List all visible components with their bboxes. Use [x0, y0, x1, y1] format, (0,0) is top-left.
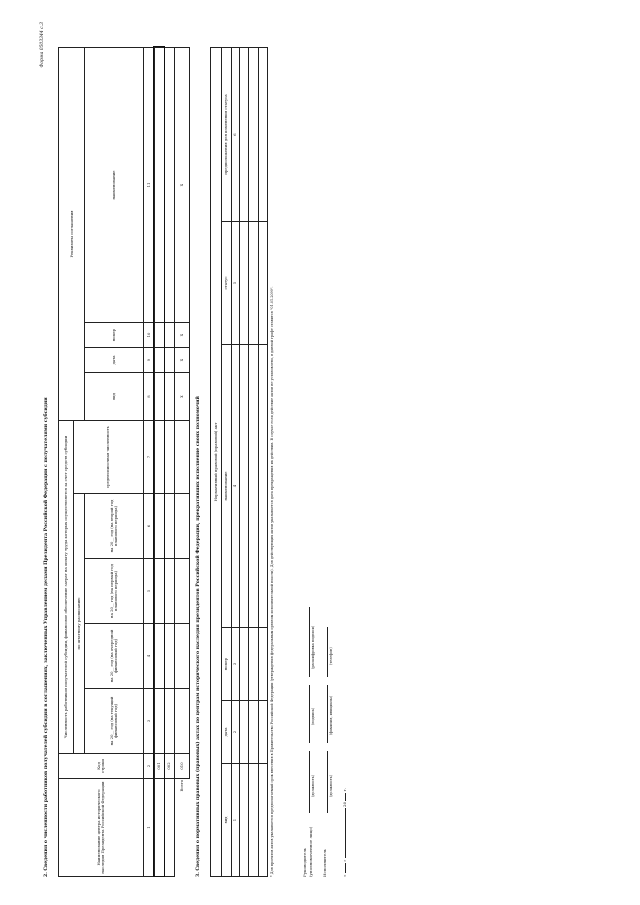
s3-date-header: дата [221, 701, 232, 764]
avg-header: среднесписочная численность [73, 421, 144, 494]
exec-fio-caption: (фамилия, инициалы) [329, 695, 333, 735]
cell [164, 421, 174, 494]
cell [154, 689, 164, 754]
date-g: г. [342, 787, 347, 792]
cell [154, 624, 164, 689]
table-row [249, 48, 259, 877]
table-row [154, 48, 164, 877]
head-sub-label: (уполномоченное лицо) [308, 826, 313, 877]
date-month-blank [345, 808, 346, 858]
col-code-header: Код строки [59, 754, 144, 779]
x-mark: x [175, 323, 190, 348]
colnum: 4 [232, 345, 239, 628]
year3-header: на 20__ год (на первый год планового периода) [85, 559, 144, 624]
colnum: 6 [232, 48, 239, 222]
table-row [164, 48, 174, 877]
s3-number-header: номер [221, 628, 232, 701]
colnum: 9 [144, 348, 154, 373]
cell [154, 779, 164, 877]
total-row [175, 48, 190, 877]
cell [258, 48, 268, 222]
head-position-line [309, 751, 310, 813]
table-row [239, 48, 249, 877]
date-line [342, 788, 347, 877]
cell [154, 348, 164, 373]
year2-header: на 20__ год (на очередной финансовый год) [85, 624, 144, 689]
cell [175, 421, 190, 494]
date-year-blank [345, 793, 346, 801]
colnum: 7 [144, 421, 154, 494]
x-mark: x [175, 373, 190, 421]
cell [175, 624, 190, 689]
s3-reason-header: предположения для изменения статуса [221, 48, 232, 222]
cell [154, 494, 164, 559]
total-code: 010 [175, 754, 190, 779]
exec-fio-line [327, 685, 328, 743]
cell [154, 421, 164, 494]
exec-position-line [327, 751, 328, 813]
colnum: 2 [232, 701, 239, 764]
cell [175, 559, 190, 624]
head-signature-line [309, 685, 310, 743]
date-header: дата [85, 348, 144, 373]
cell [164, 373, 174, 421]
colnum: 5 [144, 559, 154, 624]
colnum: 1 [232, 764, 239, 877]
cell [154, 559, 164, 624]
s3-kind-header: вид [221, 764, 232, 877]
row-code: 002 [164, 754, 174, 779]
column-numbers-row [144, 48, 154, 877]
head-label: Руководитель [302, 847, 307, 877]
section2-title: 2. Сведения о численности работников получателей субсидии в соглашениях, заключенных Управлением делами Президента Российской Федерации с получателями субсидии [44, 397, 49, 877]
year1-header: на 20__ год (на текущий финансовый год) [85, 689, 144, 754]
cell [249, 48, 259, 222]
cell [249, 628, 259, 701]
cell [164, 323, 174, 348]
cell [164, 348, 174, 373]
cell [249, 222, 259, 345]
date-quote-open: « [342, 874, 347, 877]
cell [175, 689, 190, 754]
date-year-prefix: 20 [342, 801, 347, 807]
agreement-group-header: Реквизиты соглашения [59, 48, 85, 421]
kind-header: вид [85, 373, 144, 421]
staff-schedule-header: по штатному расписанию [73, 494, 85, 754]
act-group-header: Нормативный правовой (правовой) акт [211, 48, 222, 877]
colnum: 10 [144, 323, 154, 348]
cell [249, 701, 259, 764]
cell [154, 323, 164, 348]
section3-table [210, 47, 268, 877]
col-name-header: Наименование центра исторического наследия Президента Российской Федерации [59, 779, 144, 877]
head-position-caption: (должность) [311, 775, 315, 797]
cell [239, 345, 249, 628]
s3-column-numbers-row [232, 48, 239, 877]
cell [175, 494, 190, 559]
year4-header: на 20__ год (на второй год планового периода) [85, 494, 144, 559]
cell [258, 701, 268, 764]
table-row [258, 48, 268, 877]
cell [164, 689, 174, 754]
cell [258, 628, 268, 701]
exec-position-caption: (должность) [329, 775, 333, 797]
cell [239, 764, 249, 877]
cell [258, 222, 268, 345]
cell [239, 701, 249, 764]
cell [154, 48, 164, 323]
cell [258, 764, 268, 877]
cell [164, 494, 174, 559]
exec-phone-line [327, 627, 328, 677]
colnum: 5 [232, 222, 239, 345]
colnum: 3 [144, 689, 154, 754]
naim-header: наименование [85, 48, 144, 323]
headcount-group-header: Численность работников получателей субсидии, финансовое обеспечение затрат на оплату труда которых осуществляется за счет средств субсидии [59, 421, 74, 754]
cell [154, 373, 164, 421]
colnum: 1 [144, 779, 154, 877]
exec-phone-caption: (телефон) [329, 647, 333, 665]
cell [164, 624, 174, 689]
number-header: номер [85, 323, 144, 348]
cell [164, 48, 174, 323]
x-mark: x [175, 348, 190, 373]
date-day-blank [345, 863, 346, 873]
head-signature-caption: (подпись) [311, 707, 315, 725]
footnote: * Для проектов актов указывается предполагаемый срок внесения в Правительство Российской Федерации (утверждения федеральным органом исполнительной власти). Для действующих актов указывается дата прекращения их действия. В случае если действие актов не установлено, в данной графе ставится "01.01.2099". [270, 286, 274, 877]
cell [239, 48, 249, 222]
section2-table [58, 47, 190, 877]
cell [164, 779, 174, 877]
head-decode-line [309, 607, 310, 677]
executor-label: Исполнитель [322, 849, 327, 877]
cell [239, 628, 249, 701]
cell [164, 559, 174, 624]
row-code: 001 [154, 754, 164, 779]
total-label: Всего [179, 780, 185, 792]
s3-status-header: статус [221, 222, 232, 345]
colnum: 4 [144, 624, 154, 689]
x-mark: x [175, 48, 190, 323]
section3-title: 3. Сведения о нормативных правовых (правовых) актах по центрам исторического наследия президентов Российской Федерации, прекративших исполнение своих полномочий [196, 396, 201, 877]
s3-naim-header: наименование [221, 345, 232, 628]
colnum: 11 [144, 48, 154, 323]
colnum: 6 [144, 494, 154, 559]
cell [258, 345, 268, 628]
colnum: 3 [232, 628, 239, 701]
head-decode-caption: (расшифровка подписи) [311, 625, 315, 669]
cell [249, 345, 259, 628]
colnum: 8 [144, 373, 154, 421]
cell [249, 764, 259, 877]
date-quote-close: » [342, 859, 347, 862]
form-code: Форма 0503344 с.3 [40, 22, 45, 68]
cell [239, 222, 249, 345]
colnum: 2 [144, 754, 154, 779]
